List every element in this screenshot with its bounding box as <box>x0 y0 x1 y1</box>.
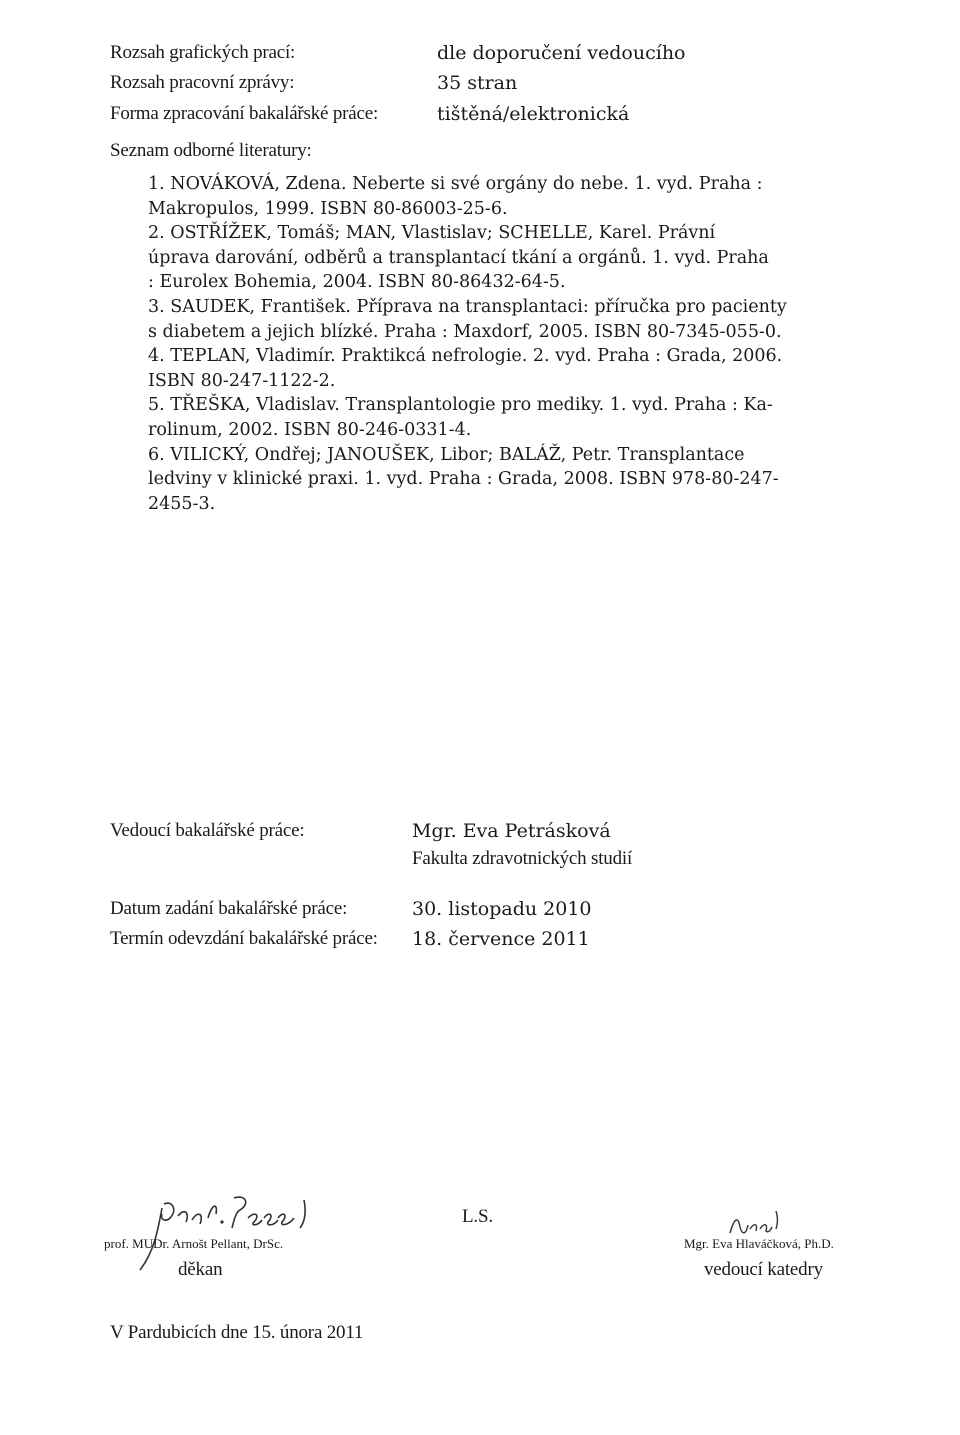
reference-line: 5. TŘEŠKA, Vladislav. Transplantologie pro mediky. 1. vyd. Praha : Ka- <box>148 395 773 416</box>
reference-line: ledviny v klinické praxi. 1. vyd. Praha : Grada, 2008. ISBN 978-80-247- <box>148 469 779 490</box>
reference-line: s diabetem a jejich blízké. Praha : Maxdorf, 2005. ISBN 80-7345-055-0. <box>148 321 782 342</box>
reference-line: 2. OSTŘÍŽEK, Tomáš; MAN, Vlastislav; SCHELLE, Karel. Právní <box>148 223 716 244</box>
assigned-date-label: Datum zadání bakalářské práce: <box>110 898 348 919</box>
graphics-scope-label: Rozsah grafických prací: <box>110 42 296 63</box>
reference-line: ISBN 80-247-1122-2. <box>148 370 336 391</box>
deadline-value: 18. července 2011 <box>412 928 590 950</box>
assigned-date-value: 30. listopadu 2010 <box>412 898 592 920</box>
dean-name: prof. MUDr. Arnošt Pellant, DrSc. <box>104 1236 284 1251</box>
supervisor-name: Mgr. Eva Petrásková <box>412 820 611 842</box>
dean-role: děkan <box>178 1259 223 1280</box>
graphics-scope-value: dle doporučení vedoucího <box>437 42 686 64</box>
dean-signature <box>100 1190 360 1280</box>
thesis-form-label: Forma zpracování bakalářské práce: <box>110 103 379 124</box>
reference-line: úprava darování, odběrů a transplantací tkání a orgánů. 1. vyd. Praha <box>148 247 769 268</box>
reference-line: 2455-3. <box>148 493 216 514</box>
reference-line: Makropulos, 1999. ISBN 80-86003-25-6. <box>148 198 508 219</box>
thesis-form-value: tištěná/elektronická <box>437 103 630 125</box>
reference-line: 6. VILICKÝ, Ondřej; JANOUŠEK, Libor; BALÁŽ, Petr. Transplantace <box>148 444 745 465</box>
deadline-label: Termín odevzdání bakalářské práce: <box>110 928 378 949</box>
reference-line: 1. NOVÁKOVÁ, Zdena. Neberte si své orgány do nebe. 1. vyd. Praha : <box>148 174 763 194</box>
report-scope-label: Rozsah pracovní zprávy: <box>110 72 295 93</box>
seal-label: L.S. <box>462 1206 493 1227</box>
reference-line: : Eurolex Bohemia, 2004. ISBN 80-86432-64-5. <box>148 272 566 293</box>
supervisor-faculty: Fakulta zdravotnických studií <box>412 848 633 869</box>
literature-label: Seznam odborné literatury: <box>110 140 312 161</box>
supervisor-label: Vedoucí bakalářské práce: <box>110 820 305 841</box>
place-date: V Pardubicích dne 15. února 2011 <box>110 1322 364 1343</box>
reference-line: 3. SAUDEK, František. Příprava na transplantaci: příručka pro pacienty <box>148 296 787 317</box>
reference-line: 4. TEPLAN, Vladimír. Praktikcá nefrologie. 2. vyd. Praha : Grada, 2006. <box>148 346 783 367</box>
reference-line: rolinum, 2002. ISBN 80-246-0331-4. <box>148 419 472 440</box>
head-role: vedoucí katedry <box>704 1259 823 1280</box>
head-name: Mgr. Eva Hlaváčková, Ph.D. <box>684 1236 834 1251</box>
reference-list <box>148 172 838 516</box>
report-scope-value: 35 stran <box>437 72 518 94</box>
